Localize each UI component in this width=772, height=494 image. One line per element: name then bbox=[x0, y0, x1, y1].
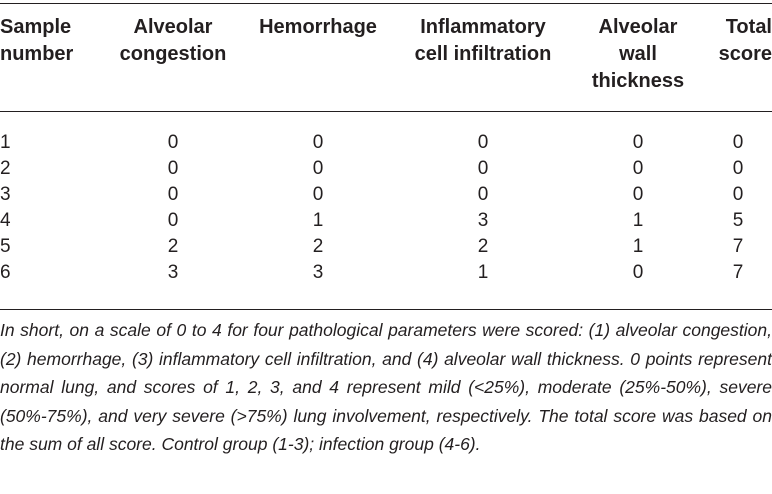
table-row bbox=[0, 156, 772, 182]
cell-alveolar-congestion: 0 bbox=[167, 132, 179, 153]
cell-alveolar-congestion: 0 bbox=[167, 158, 179, 179]
cell-sample-number: 2 bbox=[0, 158, 11, 179]
cell-sample-number: 1 bbox=[0, 132, 11, 153]
cell-total-score: 0 bbox=[732, 158, 744, 179]
cell-total-score: 7 bbox=[732, 236, 744, 257]
cell-alveolar-congestion: 3 bbox=[167, 262, 179, 283]
table-footnote: In short, on a scale of 0 to 4 for four pathological parameters were scored: (1) alveolar congestion, (2) hemorrhage, (3) inflammatory cell infiltration, and (4) alveolar wall thickness. 0 points represent normal lung, and scores of 1, 2, 3, and 4 represent mild (<25%), moderate (25%-50%), severe (50%-75%), and very severe (>75%) lung involvement, respectively. The total score was based on the sum of all score. Control group (1-3); infection group (4-6). bbox=[0, 320, 772, 454]
header-inflammatory-cell-infiltration: Inflammatory cell infiltration bbox=[414, 16, 552, 65]
header-sample-number: Sample number bbox=[0, 16, 74, 65]
cell-sample-number: 3 bbox=[0, 184, 11, 205]
cell-inflammatory-cell-infiltration: 3 bbox=[477, 210, 489, 231]
cell-total-score: 0 bbox=[732, 132, 744, 153]
cell-alveolar-wall-thickness: 1 bbox=[632, 236, 644, 257]
header-hemorrhage: Hemorrhage bbox=[259, 16, 377, 38]
header-alveolar-wall-thickness: Alveolar wall thickness bbox=[591, 16, 685, 92]
cell-hemorrhage: 0 bbox=[312, 158, 324, 179]
cell-hemorrhage: 2 bbox=[312, 236, 324, 257]
cell-hemorrhage: 1 bbox=[312, 210, 324, 231]
cell-inflammatory-cell-infiltration: 0 bbox=[477, 184, 489, 205]
cell-alveolar-wall-thickness: 1 bbox=[632, 210, 644, 231]
cell-total-score: 0 bbox=[732, 184, 744, 205]
header-divider-rule bbox=[0, 111, 772, 112]
table-row bbox=[0, 260, 772, 286]
cell-sample-number: 6 bbox=[0, 262, 11, 283]
cell-alveolar-congestion: 0 bbox=[167, 184, 179, 205]
header-alveolar-congestion: Alveolar congestion bbox=[119, 16, 227, 65]
table-row bbox=[0, 130, 772, 156]
table-top-rule bbox=[0, 3, 772, 4]
cell-sample-number: 4 bbox=[0, 210, 11, 231]
cell-total-score: 7 bbox=[732, 262, 744, 283]
cell-alveolar-wall-thickness: 0 bbox=[632, 158, 644, 179]
cell-alveolar-congestion: 0 bbox=[167, 210, 179, 231]
cell-total-score: 5 bbox=[732, 210, 744, 231]
cell-hemorrhage: 3 bbox=[312, 262, 324, 283]
cell-hemorrhage: 0 bbox=[312, 184, 324, 205]
cell-alveolar-wall-thickness: 0 bbox=[632, 262, 644, 283]
cell-hemorrhage: 0 bbox=[312, 132, 324, 153]
cell-inflammatory-cell-infiltration: 0 bbox=[477, 158, 489, 179]
table-bottom-rule bbox=[0, 309, 772, 310]
cell-sample-number: 5 bbox=[0, 236, 11, 257]
cell-alveolar-wall-thickness: 0 bbox=[632, 132, 644, 153]
table-row bbox=[0, 182, 772, 208]
cell-inflammatory-cell-infiltration: 0 bbox=[477, 132, 489, 153]
table-row bbox=[0, 234, 772, 260]
cell-alveolar-congestion: 2 bbox=[167, 236, 179, 257]
cell-alveolar-wall-thickness: 0 bbox=[632, 184, 644, 205]
table-body bbox=[0, 130, 772, 286]
table-row bbox=[0, 208, 772, 234]
cell-inflammatory-cell-infiltration: 1 bbox=[477, 262, 489, 283]
cell-inflammatory-cell-infiltration: 2 bbox=[477, 236, 489, 257]
header-total-score: Total score bbox=[718, 16, 772, 65]
